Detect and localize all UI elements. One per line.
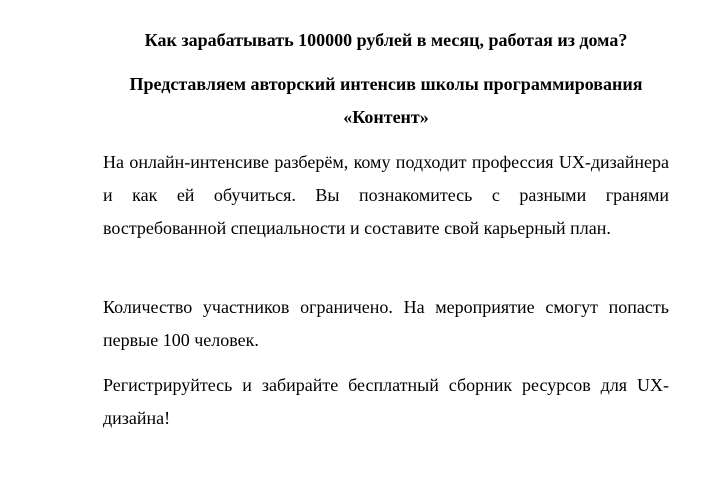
subtitle-line-1: Представляем авторский интенсив школы программирования xyxy=(129,74,643,94)
paragraph-registration: Регистрируйтесь и забирайте бесплатный сборник ресурсов для UX-дизайна! xyxy=(103,375,669,428)
subtitle-line-2: «Контент» xyxy=(343,107,429,127)
paragraph-intro: На онлайн-интенсиве разберём, кому подходит профессия UX-дизайнера и как ей обучиться. Вы познакомитесь с разными гранями востребованной специальности и составите свой карьерный план. xyxy=(103,152,669,238)
page-title: Как зарабатывать 100000 рублей в месяц, работая из дома? xyxy=(144,30,628,50)
paragraph-participants: Количество участников ограничено. На мероприятие смогут попасть первые 100 человек. xyxy=(103,297,669,350)
